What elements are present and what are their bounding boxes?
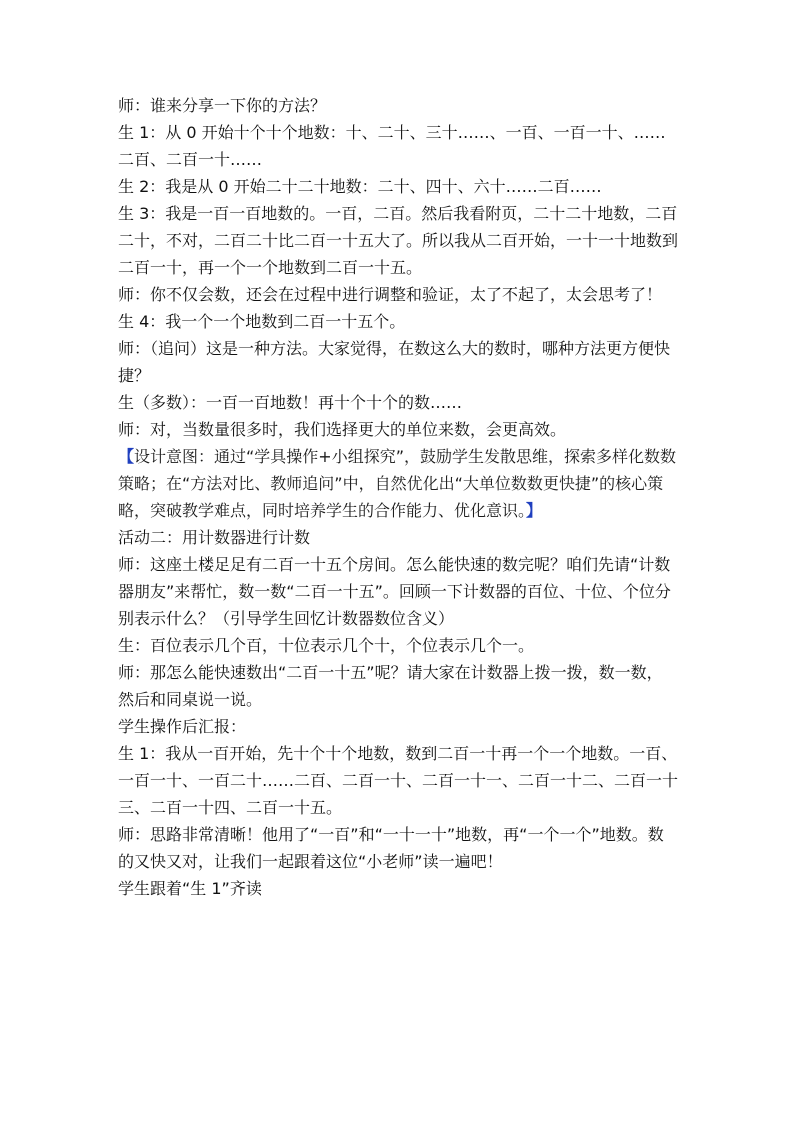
- paragraph: 生：百位表示几个百，十位表示几个十，个位表示几个一。: [118, 636, 535, 655]
- paragraph: 师：思路非常清晰！他用了“一百”和“一十一十”地数，再“一个一个”地数。数的又快又对，让我们一起跟着这位“小老师”读一遍吧！: [118, 825, 664, 871]
- paragraph: 师：谁来分享一下你的方法？: [118, 96, 327, 115]
- open-bracket: 【: [118, 447, 135, 466]
- paragraph: 生 2：我是从 0 开始二十二十地数：二十、四十、六十……二百……: [118, 177, 602, 196]
- close-bracket: 】: [526, 501, 543, 520]
- document-page: [118, 92, 678, 902]
- paragraph: 师：你不仅会数，还会在过程中进行调整和验证，太了不起了，太会思考了！: [118, 285, 663, 304]
- paragraph: 学生操作后汇报：: [118, 717, 247, 736]
- paragraph: 师：这座土楼足足有二百一十五个房间。怎么能快速的数完呢？咱们先请“计数器朋友”来帮忙，数一数“二百一十五”。回顾一下计数器的百位、十位、个位分别表示什么？（引导学生回忆计数器数位含义）: [118, 555, 671, 628]
- paragraph: 生 1：从 0 开始十个十个地数：十、二十、三十……、一百、一百一十、……二百、二百一十……: [118, 123, 666, 169]
- design-intent-text: 设计意图：通过“学具操作+小组探究”，鼓励学生发散思维，探索多样化数数策略；在“方法对比、教师追问”中，自然优化出“大单位数数更快捷”的核心策略，突破教学难点，同时培养学生的合作能力、优化意识。: [118, 447, 677, 520]
- paragraph: 生 4：我一个一个地数到二百一十五个。: [118, 312, 406, 331]
- section-heading: 活动二：用计数器进行计数: [118, 528, 311, 547]
- paragraph: 生 3：我是一百一百地数的。一百，二百。然后我看附页，二十二十地数，二百二十，不对，二百二十比二百一十五大了。所以我从二百开始，一十一十地数到二百一十，再一个一个地数到二百一十五。: [118, 204, 679, 277]
- paragraph: 师：那怎么能快速数出“二百一十五”呢？请大家在计数器上拨一拨，数一数，然后和同桌说一说。: [118, 663, 663, 709]
- paragraph: 师：（追问）这是一种方法。大家觉得，在数这么大的数时，哪种方法更方便快捷？: [118, 339, 671, 385]
- paragraph: 学生跟着“生 1”齐读: [118, 879, 262, 898]
- paragraph: 师：对，当数量很多时，我们选择更大的单位来数，会更高效。: [118, 420, 567, 439]
- paragraph: 生 1：我从一百开始，先十个十个地数，数到二百一十再一个一个地数。一百、一百一十、一百二十……二百、二百一十、二百一十一、二百一十二、二百一十三、二百一十四、二百一十五。: [118, 744, 679, 817]
- paragraph: 生（多数）：一百一百地数！再十个十个的数……: [118, 393, 463, 412]
- design-intent-note: [118, 443, 678, 524]
